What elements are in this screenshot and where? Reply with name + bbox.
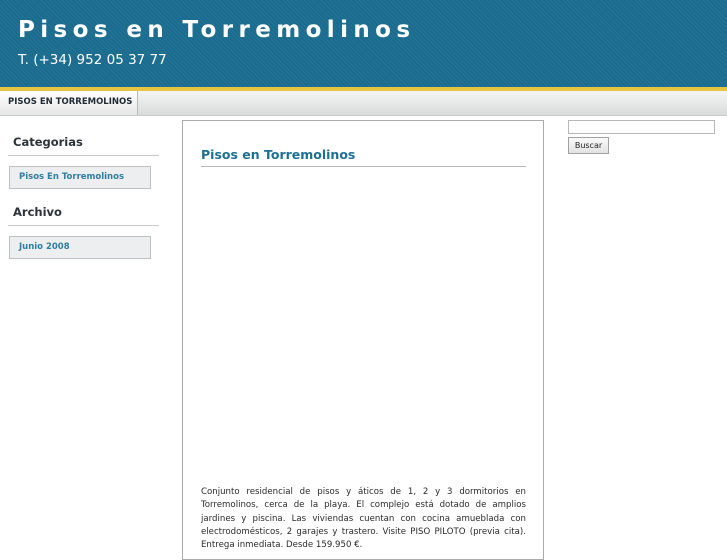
post-panel <box>182 120 544 560</box>
archive-link-junio-2008[interactable]: Junio 2008 <box>9 236 151 259</box>
category-link-pisos-en-torremolinos[interactable]: Pisos En Torremolinos <box>9 166 151 189</box>
post-body: Conjunto residencial de pisos y áticos de 1, 2 y 3 dormitorios en Torremolinos, cerca de la playa. El complejo está dotado de amplios jardines y piscina. Las viviendas cuentan con cocina amueblada con electrodomésticos, 2 garajes y trastero. Visite PISO PILOTO (previa cita). Entrega inmediata. Desde 159.950 €. <box>201 487 526 551</box>
nav-bar <box>0 91 727 116</box>
site-title[interactable]: Pisos en Torremolinos <box>18 17 416 43</box>
site-header <box>0 0 727 87</box>
categories-divider <box>8 155 159 156</box>
post-title-divider <box>201 166 526 167</box>
post-title[interactable]: Pisos en Torremolinos <box>201 147 356 162</box>
search-input[interactable] <box>568 120 715 134</box>
archive-divider <box>8 225 159 226</box>
search-button[interactable]: Buscar <box>568 137 609 154</box>
categories-heading: Categorias <box>13 135 83 149</box>
site-phone: T. (+34) 952 05 37 77 <box>18 52 167 68</box>
archive-heading: Archivo <box>13 205 62 219</box>
nav-tab-pisos-en-torremolinos[interactable]: PISOS EN TORREMOLINOS <box>0 91 138 115</box>
